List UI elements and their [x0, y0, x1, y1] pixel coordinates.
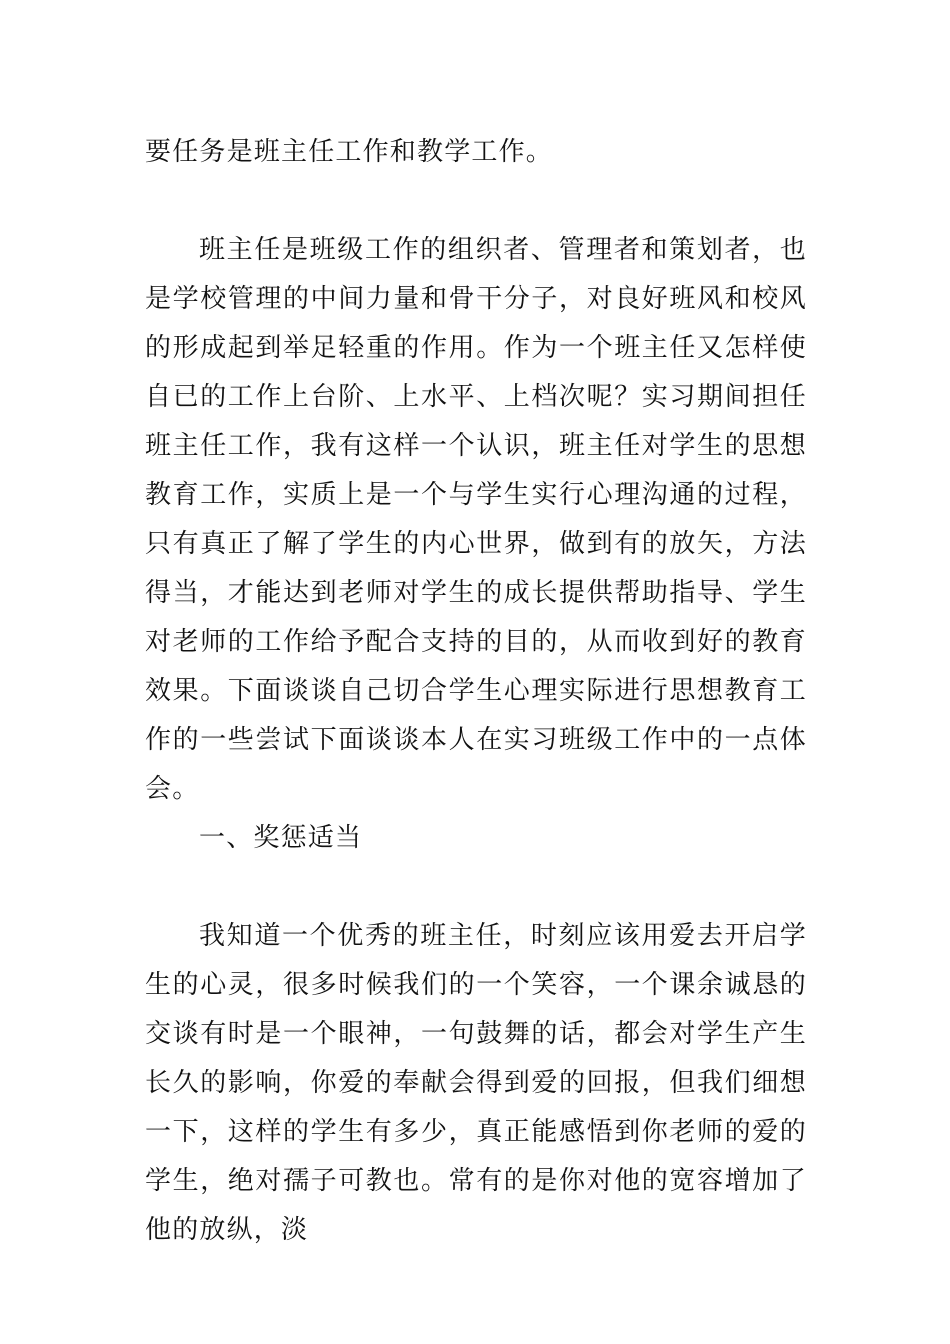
- paragraph-continuation: 要任务是班主任工作和教学工作。: [145, 137, 554, 167]
- paragraph-class-teacher-role: 班主任是班级工作的组织者、管理者和策划者，也是学校管理的中间力量和骨干分子，对良好班风和校风的形成起到举足轻重的作用。作为一个班主任又怎样使自已的工作上台阶、上水平、上档次呢？实习期间担任班主任工作，我有这样一个认识，班主任对学生的思想教育工作，实质上是一个与学生实行心理沟通的过程，只有真正了解了学生的内心世界，做到有的放矢，方法得当，才能达到老师对学生的成长提供帮助指导、学生对老师的工作给予配合支持的目的，从而收到好的教育效果。下面谈谈自己切合学生心理实际进行思想教育工作的一些尝试下面谈谈本人在实习班级工作中的一点体会。: [145, 235, 807, 804]
- section-heading: 一、奖惩适当: [199, 823, 363, 853]
- paragraph-reward-punishment: 我知道一个优秀的班主任，时刻应该用爱去开启学生的心灵，很多时候我们的一个笑容，一个课余诚恳的交谈有时是一个眼神，一句鼓舞的话，都会对学生产生长久的影响，你爱的奉献会得到爱的回报，但我们细想一下，这样的学生有多少，真正能感悟到你老师的爱的学生，绝对孺子可教也。常有的是你对他的宽容增加了他的放纵，淡: [145, 921, 807, 1245]
